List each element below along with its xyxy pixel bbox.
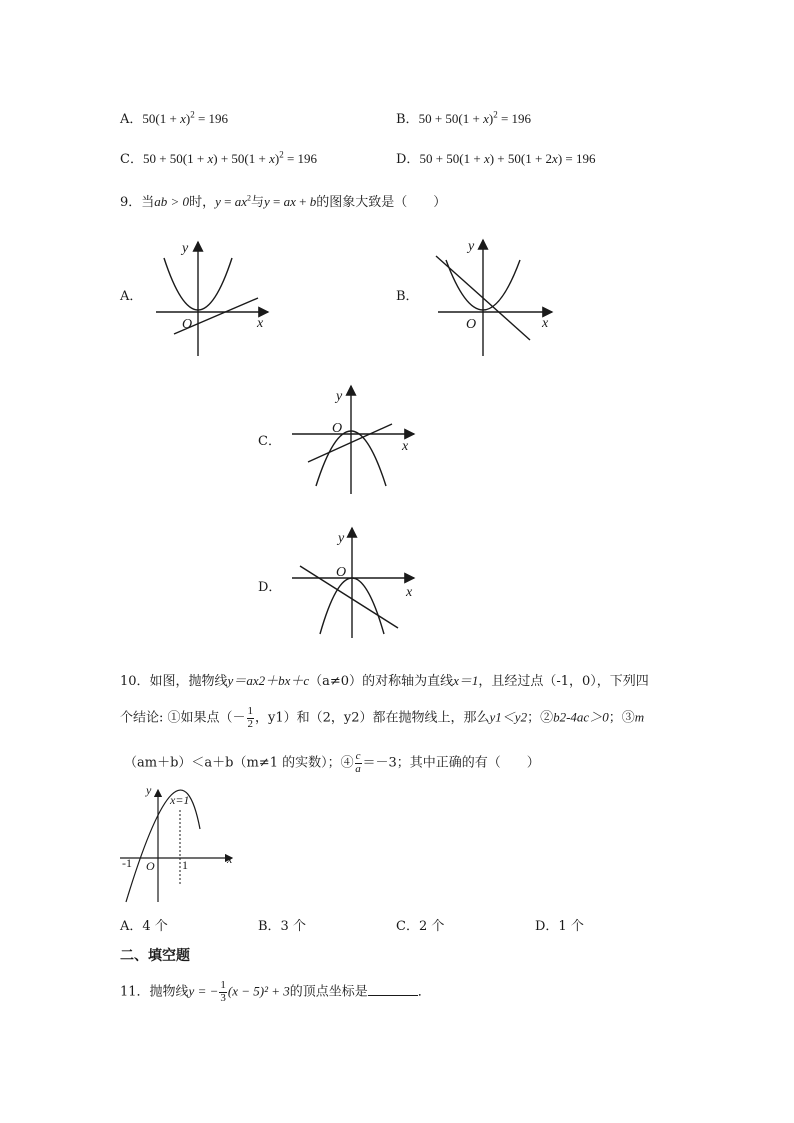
q10-conclusion-1-start: 个结论: ①如果点（－ (120, 710, 246, 726)
q10-conclusion-2: b2-4ac＞0 (553, 709, 609, 725)
q10-option-b: B．3 个 (258, 919, 306, 934)
q8-option-b (396, 108, 531, 127)
q10-axis-eq: x＝1 (453, 673, 479, 688)
q9-graph-c (286, 378, 420, 500)
q8-option-c (120, 148, 317, 167)
q9-option-b-label: B． (396, 289, 419, 304)
q10-equation: y＝ax2＋bx＋c (227, 673, 310, 688)
q10-option-d: D．1 个 (535, 919, 584, 934)
y-label: y (338, 531, 345, 546)
q9-eq-line: y = ax + b (264, 194, 317, 209)
origin-label: O (466, 317, 477, 332)
q8-option-a (120, 108, 228, 127)
y-label: y (468, 239, 475, 254)
q9-option-d-label: D． (258, 580, 282, 595)
q9-graph-b (432, 230, 562, 360)
q11-fraction: $\frac{1}{3}$ (220, 979, 226, 1004)
q10-conclusion-1-mid: ，y1）和（2，y2）都在抛物线上，那么 (255, 710, 490, 726)
q11-answer-blank[interactable] (368, 984, 418, 996)
q9-option-c-label: C． (258, 434, 281, 449)
q10-conclusion-1-ineq: y1＜y2 (489, 709, 528, 725)
x-label: x (402, 439, 409, 454)
q11-eq-suffix: (x − 5)² + 3 (227, 983, 290, 999)
q10-text-mid: 的对称轴为直线 (362, 674, 454, 689)
q9-number: 9．当 (120, 195, 155, 210)
q9-graph-a (150, 232, 280, 360)
q10-fraction-half: $\frac{1}{2}$ (247, 705, 254, 730)
q11-stem (120, 980, 431, 1004)
q10-sep-3: ；③ (608, 710, 635, 726)
q8-option-c-formula: $50 + 50(1 + x) + 50(1 + x)^2 = 196$ (142, 149, 318, 166)
x-label: x (227, 852, 233, 866)
q10-condition: （a≠0） (309, 674, 363, 689)
q10-line-3 (124, 751, 540, 775)
q8-option-d (396, 148, 596, 167)
q11-text-start: 11．抛物线 (120, 984, 189, 1000)
q10-conclusion-3-rest: （am＋b）＜a＋b（m≠1 的实数）；④ (124, 755, 354, 771)
q9-stem (120, 191, 446, 210)
x-label: x (542, 316, 549, 331)
q11-period: ． (417, 984, 431, 1000)
q8-option-c-label: C． (120, 152, 143, 167)
q10-text-start: 10．如图，抛物线 (120, 674, 228, 689)
line (308, 424, 392, 462)
q8-option-a-formula: $50(1 + x)^2 = 196$ (142, 109, 229, 126)
x-label: x (406, 585, 413, 600)
origin-label: O (146, 859, 155, 873)
line (300, 566, 398, 628)
q10-conclusion-3-m: m (634, 709, 645, 725)
q10-option-c: C．2 个 (396, 919, 445, 934)
q8-option-d-formula: 50 + 50(1 + x) + 50(1 + 2x) = 196 (419, 151, 596, 166)
q9-eq-parabola: $y = ax^2$ (215, 193, 251, 209)
q9-text-rest: 的图象大致是（ ） (316, 195, 447, 210)
q10-fraction-c-over-a: $\frac{c}{a}$ (355, 750, 361, 775)
q11-text-end: 的顶点坐标是 (289, 984, 368, 1000)
q10-sep-2: ；② (527, 710, 554, 726)
symmetry-axis-label: x=1 (170, 793, 190, 807)
tick-1: 1 (182, 858, 188, 872)
q10-line-2 (120, 706, 644, 730)
q11-eq-prefix: y = − (188, 983, 219, 999)
y-label: y (336, 389, 343, 404)
origin-label: O (182, 317, 193, 332)
tick-neg1: -1 (122, 856, 132, 870)
q10-option-a: A．4 个 (120, 919, 168, 934)
q8-option-b-formula: $50 + 50(1 + x)^2 = 196$ (418, 109, 532, 126)
q10-figure (116, 782, 240, 906)
q10-text-end: ，且经过点（-1，0），下列四 (478, 674, 649, 689)
q8-option-b-label: B． (396, 112, 419, 127)
q9-text-and: 与 (250, 195, 264, 210)
origin-label: O (336, 565, 347, 580)
y-label: y (182, 241, 189, 256)
q9-graph-d (286, 520, 420, 642)
q8-option-a-label: A． (120, 112, 143, 127)
section-fill-in-title: 二、填空题 (120, 948, 190, 964)
q9-option-a-label: A． (120, 289, 143, 304)
q10-conclusion-4-rest: ＝－3；其中正确的有（ ） (362, 755, 540, 771)
q9-text-time: 时， (189, 195, 216, 210)
q8-option-d-label: D． (396, 152, 420, 167)
y-label: y (146, 783, 152, 797)
x-label: x (257, 316, 264, 331)
origin-label: O (332, 421, 343, 436)
q10-line-1 (120, 670, 649, 689)
q9-condition: ab > 0 (154, 194, 190, 209)
